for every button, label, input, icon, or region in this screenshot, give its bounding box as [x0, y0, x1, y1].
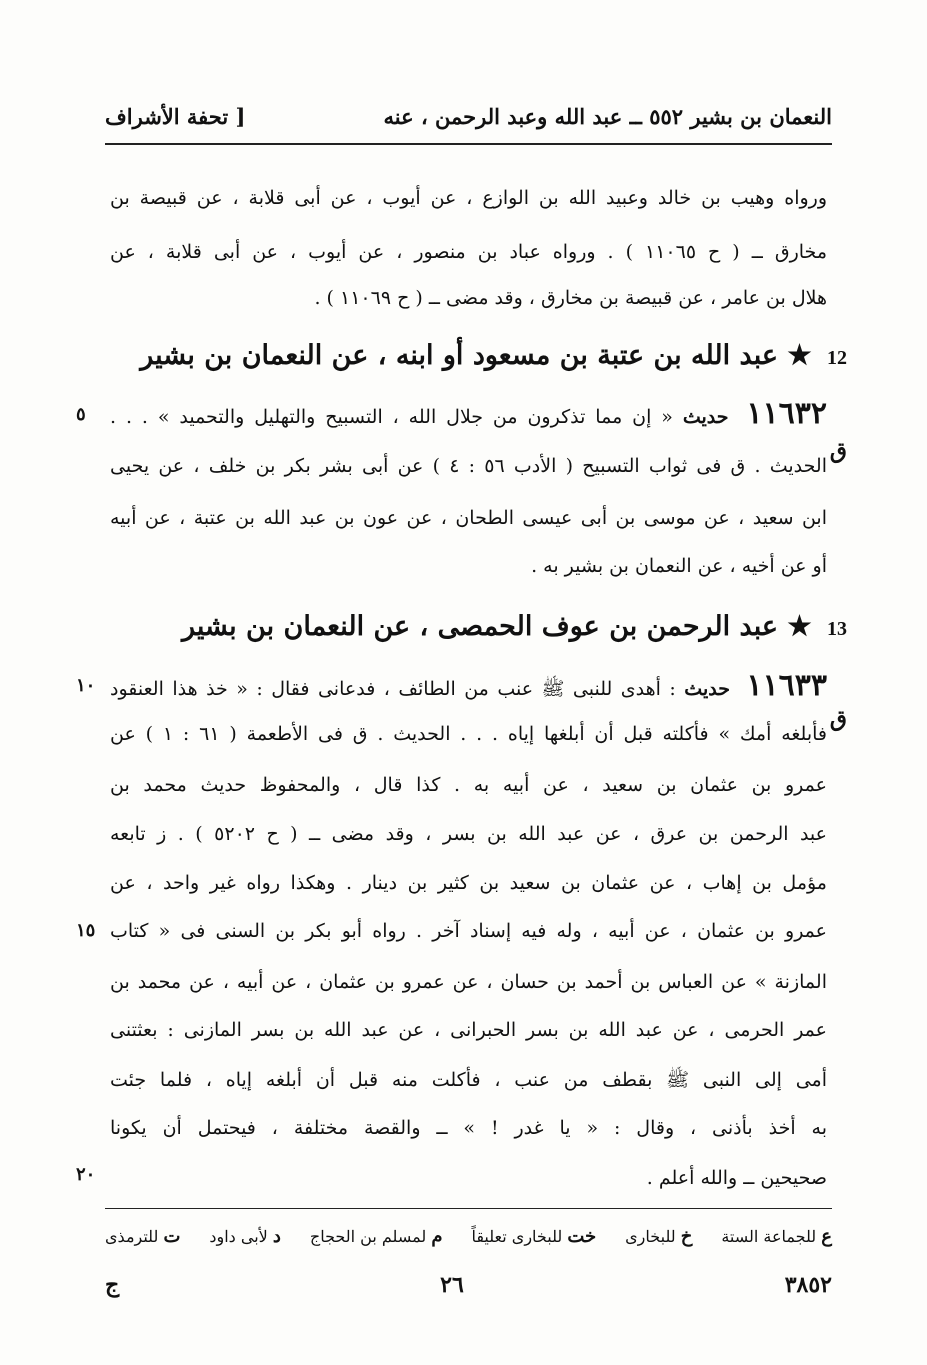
header-title: النعمان بن بشير ٥٥٢ ــ عبد الله وعبد الرحمن ، عنه — [383, 103, 832, 129]
siglum-item — [471, 1226, 596, 1247]
text-line: به أخذ بأذنى ، وقال : « يا غدر ! » ــ والقصة مختلفة ، فيحتمل أن يكونا — [110, 1117, 827, 1139]
siglum-item — [625, 1226, 692, 1247]
footnote-rule — [105, 1208, 832, 1209]
siglum-code: خت — [567, 1225, 597, 1247]
text-line: الحديث . ق فى ثواب التسبيح ( الأدب ٥٦ : ٤ ) عن أبى بشر بكر بن خلف ، عن يحيى — [110, 455, 827, 477]
section-heading-13 — [180, 602, 847, 652]
siglum-item — [105, 1226, 180, 1247]
hadith-keyword: حديث — [682, 406, 729, 428]
section-title: عبد الله بن عتبة بن مسعود أو ابنه ، عن النعمان بن بشير — [140, 340, 778, 371]
text-line: عبد الرحمن بن عرق ، عن عبد الله بن بسر ، وقد مضى ــ ( ح ٥٢٠٢ ) . ز تابعه — [110, 823, 828, 845]
text-line: ورواه وهيب بن خالد وعبيد الله بن الوازع ، عن أيوب ، عن أبى قلابة ، عن قبيصة بن — [110, 187, 827, 209]
hadith-text: « إن مما تذكرون من جلال الله ، التسبيح والتهليل والتحميد » . . . — [110, 406, 673, 428]
section-number: 13 — [827, 618, 847, 640]
siglum-label: لمسلم بن الحجاج — [309, 1226, 427, 1246]
siglum-label: للترمذى — [105, 1226, 159, 1246]
text-line: أو عن أخيه ، عن النعمان بن بشير به . — [531, 555, 827, 577]
hadith-number: ١١٦٣٣ — [746, 668, 827, 703]
page-number: ٢٦ — [440, 1272, 464, 1298]
signature-mark: ج — [105, 1272, 120, 1298]
section-title: عبد الرحمن بن عوف الحمصى ، عن النعمان بن بشير — [182, 611, 778, 642]
siglum-label: لأبى داود — [209, 1226, 268, 1246]
header-book-title: [ تحفة الأشراف — [105, 103, 246, 129]
text-line: عمرو بن عثمان بن سعيد ، عن أبيه به . كذا قال ، والمحفوظ حديث محمد بن — [110, 774, 827, 796]
running-header — [105, 96, 832, 136]
line-number: ٢٠ — [76, 1164, 96, 1185]
siglum-label: للبخارى تعليقاً — [471, 1226, 563, 1246]
siglum-marker: ق — [829, 706, 847, 732]
sigla-key — [105, 1218, 832, 1254]
star-icon: ★ — [787, 340, 812, 371]
header-rule — [105, 143, 832, 145]
text-line: مخارق ــ ( ح ١١٠٦٥ ) . ورواه عباد بن منصور ، عن أيوب ، عن أبى قلابة ، عن — [110, 241, 827, 263]
siglum-label: للبخارى — [625, 1226, 676, 1246]
line-number: ٥ — [76, 404, 86, 425]
text-line: عمر الحرمى ، عن عبد الله بن بسر الحبرانى ، عن عبد الله بن بسر المازنى : بعثتنى — [110, 1019, 827, 1041]
hadith-range-number: ٣٨٥٢ — [784, 1272, 832, 1298]
text-line: عمرو بن عثمان ، عن أبيه ، وله فيه إسناد آخر . رواه أبو بكر بن السنى فى « كتاب — [110, 920, 827, 942]
siglum-code: م — [431, 1225, 443, 1247]
hadith-first-line — [110, 664, 827, 708]
hadith-keyword: حديث — [684, 678, 730, 700]
siglum-code: ع — [821, 1225, 832, 1247]
hadith-first-line — [110, 392, 827, 436]
line-number: ١٥ — [76, 920, 96, 941]
line-number: ١٠ — [76, 675, 96, 696]
text-line: المازنة » عن العباس بن أحمد بن حسان ، عن عمرو بن عثمان ، عن أبيه ، عن محمد بن — [110, 971, 827, 993]
text-line: فأبلغه أمك » فأكلته قبل أن أبلغها إياه . . . الحديث . ق فى الأطعمة ( ٦١ : ١ ) عن — [110, 723, 828, 745]
section-number: 12 — [827, 347, 847, 369]
page-footer — [105, 1265, 832, 1305]
siglum-code: خ — [680, 1225, 693, 1247]
siglum-item — [310, 1226, 443, 1247]
text-line: هلال بن عامر ، عن قبيصة بن مخارق ، وقد مضى ــ ( ح ١١٠٦٩ ) . — [314, 287, 827, 309]
siglum-item — [721, 1226, 832, 1247]
siglum-code: د — [272, 1225, 281, 1247]
text-line: أمى إلى النبى ﷺ بقطف من عنب ، فأكلت منه قبل أن أبلغه إياه ، فلما جئت — [110, 1069, 827, 1091]
siglum-code: ت — [163, 1225, 181, 1247]
text-line: مؤمل بن إهاب ، عن عثمان بن سعيد بن كثير بن دينار . وهكذا رواه غير واحد ، عن — [110, 872, 827, 894]
text-line: صحيحين ــ والله أعلم . — [646, 1167, 827, 1189]
hadith-number: ١١٦٣٢ — [746, 396, 827, 431]
star-icon: ★ — [787, 611, 812, 642]
siglum-marker: ق — [829, 438, 847, 464]
siglum-label: للجماعة الستة — [721, 1226, 817, 1246]
siglum-item — [209, 1226, 281, 1247]
text-line: ابن سعيد ، عن موسى بن أبى عيسى الطحان ، عن عون بن عبد الله بن عتبة ، عن أبيه — [110, 507, 827, 529]
section-heading-12 — [140, 331, 847, 381]
hadith-text: : أهدى للنبى ﷺ عنب من الطائف ، فدعانى فقال : « خذ هذا العنقود — [110, 678, 676, 700]
